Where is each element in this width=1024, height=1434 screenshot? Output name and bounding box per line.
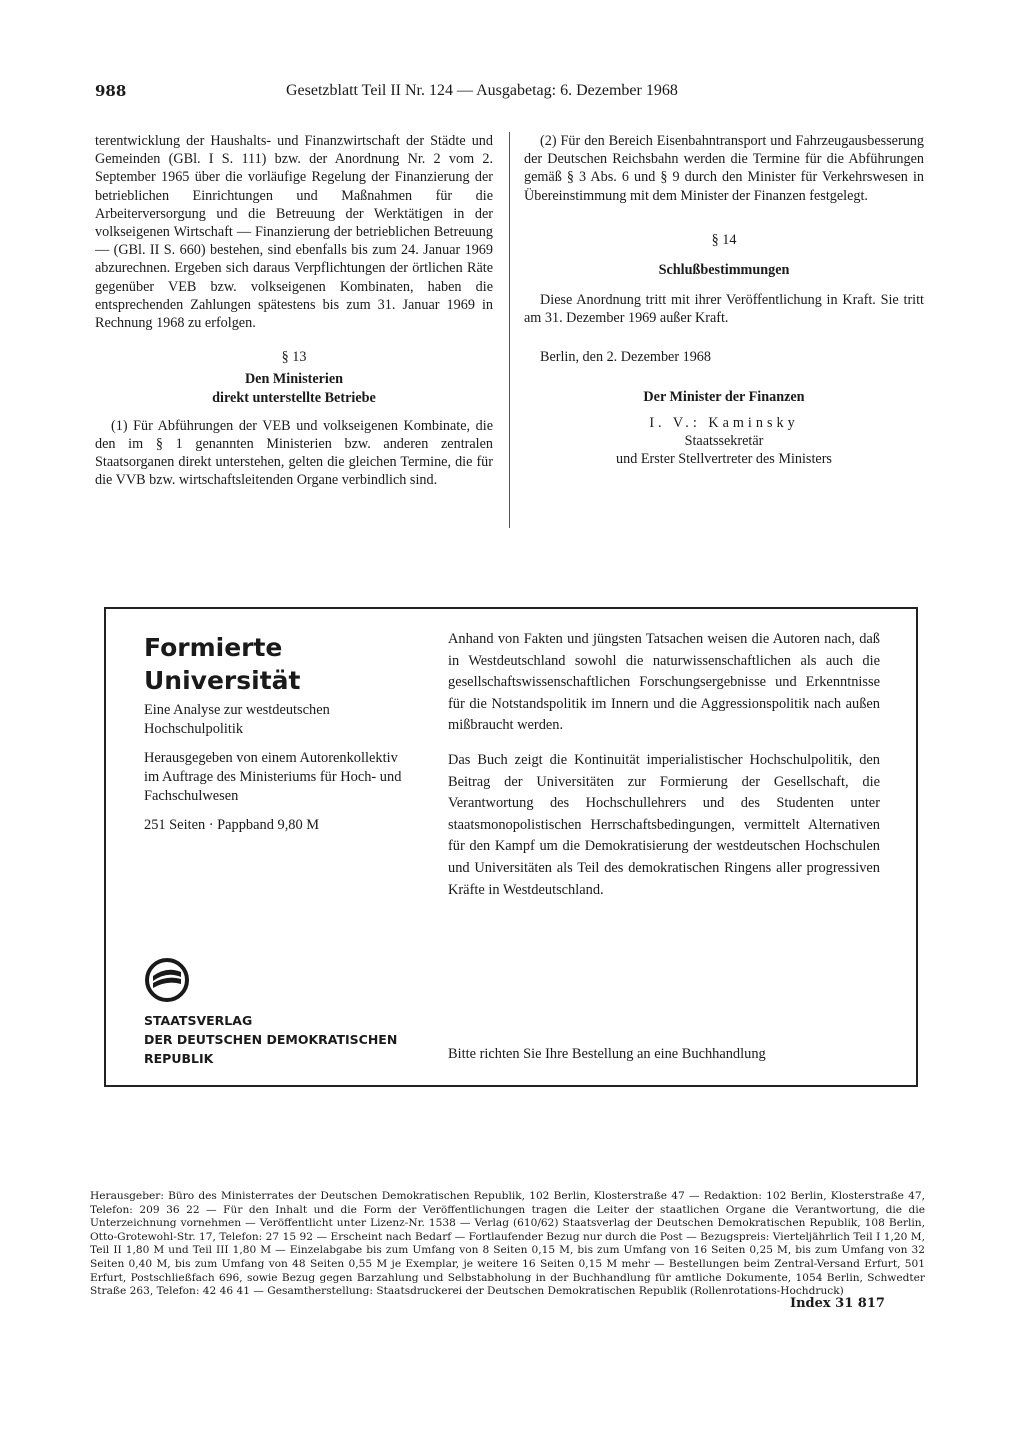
section-14-number: § 14 [711, 231, 737, 248]
section-14-heading: Schlußbestimmungen [658, 262, 790, 279]
ad-title-line2: Universität [144, 666, 301, 695]
ad-description-2: Das Buch zeigt die Kontinuität imperialistischer Hochschulpolitik, den Beitrag der Universitäten zur Formierung der Gesellschaft, die Verantwortung des Hochschullehrers und des Studenten unter staatsmonopolistischen Herrschaftsbedingungen, vermittelt Alternativen für den Kampf um die Demokratisierung der westdeutschen Hochschulen und Universitäten als Teil des demokratischen Ringens aller progressiven Kräfte in Westdeutschland. [448, 751, 880, 898]
signer-role-2: und Erster Stellvertreter des Ministers [616, 451, 832, 468]
section-14-paragraph: Diese Anordnung tritt mit ihrer Veröffentlichung in Kraft. Sie tritt am 31. Dezember 1969 außer Kraft. [524, 292, 924, 327]
signer-title: Der Minister der Finanzen [643, 388, 805, 405]
ad-title-line1: Formierte [144, 633, 283, 662]
running-title: Gesetzblatt Teil II Nr. 124 — Ausgabetag: 6. Dezember 1968 [286, 82, 678, 99]
imprint-footer: Herausgeber: Büro des Ministerrates der Deutschen Demokratischen Republik, 102 Berlin, Klosterstraße 47 — Redaktion: 102 Berlin, Klosterstraße 47, Telefon: 209 36 22 — Für den Inhalt und die Form der Veröffentlichungen tragen die Leiter der staatlichen Organe die Verantwortung, die die Unterzeichnung vornehmen — Veröffentlicht unter Lizenz-Nr. 1538 — Verlag (610/62) Staatsverlag der Deutschen Demokratischen Republik, 108 Berlin, Otto-Grotewohl-Str. 17, Telefon: 27 15 92 — Erscheint nach Bedarf — Fortlaufender Bezug nur durch die Post — Bezugspreis: Vierteljährlich Teil I 1,20 M, Teil II 1,80 M und Teil III 1,80 M — Einzelabgabe bis zum Umfang von 8 Seiten 0,15 M, bis zum Umfang von 16 Seiten 0,25 M, bis zum Umfang von 32 Seiten 0,40 M, bis zum Umfang von 48 Seiten 0,55 M je Exemplar, je weitere 16 Seiten 0,15 M mehr — Bestellungen beim Zentral-Versand Erfurt, 501 Erfurt, Postschließfach 696, sowie Bezug gegen Barzahlung und Selbstabholung in der Buchhandlung für amtliche Dokumente, 1054 Berlin, Schwedter Straße 263, Telefon: 42 46 41 — Gesamtherstellung: Staatsdruckerei der Deutschen Demokratischen Republik (Rollenrotations-Hochdruck) [90, 1190, 925, 1298]
ad-book-info [144, 701, 410, 835]
section-13-heading [95, 370, 493, 406]
section-13-number: § 13 [281, 349, 307, 366]
ad-publisher [144, 1011, 397, 1068]
ad-details: 251 Seiten · Pappband 9,80 M [144, 817, 320, 833]
ad-subtitle: Eine Analyse zur westdeutschen Hochschulpolitik [144, 702, 330, 737]
left-column [95, 132, 493, 490]
ad-publisher-line3: REPUBLIK [144, 1051, 214, 1066]
page-header [95, 82, 925, 104]
ad-description-1: Anhand von Fakten und jüngsten Tatsachen weisen die Autoren nach, daß in Westdeutschland sowohl die naturwissenschaftlichen als auch die gesellschaftswissenschaftlichen Forschungsergebnisse und Erkenntnisse für die Notstandspolitik im Innern und die Aggressionspolitik nach außen mißbraucht werden. [448, 631, 880, 734]
page-number: 988 [95, 82, 127, 100]
book-advertisement [104, 607, 918, 1087]
signer-role-1: Staatssekretär [684, 433, 764, 450]
column-divider [509, 132, 510, 528]
ad-order-note: Bitte richten Sie Ihre Bestellung an eine Buchhandlung [448, 1046, 766, 1062]
section-13-paragraph-1: (1) Für Abführungen der VEB und volkseigenen Kombinate, die den im § 1 genannten Ministerien bzw. anderen zentralen Staatsorganen direkt unterstehen, gelten die gleichen Termine, die für die VVB bzw. wirtschaftsleitenden Organe verbindlich sind. [95, 417, 493, 489]
ad-publisher-line1: STAATSVERLAG [144, 1013, 253, 1028]
ad-editors: Herausgegeben von einem Autorenkollektiv im Auftrage des Ministeriums für Hoch- und Fachschulwesen [144, 750, 402, 804]
section-13-heading-line1: Den Ministerien [244, 371, 344, 388]
ad-publisher-line2: DER DEUTSCHEN DEMOKRATISCHEN [144, 1032, 398, 1047]
continuation-paragraph: terentwicklung der Haushalts- und Finanzwirtschaft der Städte und Gemeinden (GBl. I S. 111) bzw. der Anordnung Nr. 2 vom 2. September 1965 über die vorläufige Regelung der Finanzierung der betrieblichen Einrichtungen und Maßnahmen für die Arbeiterversorgung und die Betreuung der Werktätigen in der volkseigenen Wirtschaft — Finanzierung der betrieblichen Betreuung — (GBl. II S. 660) bestehen, sind ebenfalls bis zum 24. Januar 1969 abzurechnen. Ergeben sich daraus Verpflichtungen der örtlichen Räte gegenüber VEB bzw. volkseigenen Kombinaten, haben die entsprechenden Zahlungen spätestens bis zum 31. Januar 1969 in Rechnung 1968 zu erfolgen. [95, 133, 493, 332]
signer-name: I. V.: Kaminsky [649, 415, 799, 432]
index-number: Index 31 817 [790, 1296, 885, 1311]
place-date: Berlin, den 2. Dezember 1968 [540, 348, 711, 365]
section-13-heading-line2: direkt unterstellte Betriebe [212, 389, 376, 406]
staatsverlag-logo-icon [144, 957, 190, 1003]
ad-description [448, 629, 880, 901]
signature-block [524, 388, 924, 469]
section-13-paragraph-2: (2) Für den Bereich Eisenbahntransport und Fahrzeugausbesserung der Deutschen Reichsbahn werden die Termine für die Abführungen gemäß § 3 Abs. 6 und § 9 durch den Minister für Verkehrswesen in Übereinstimmung mit dem Minister der Finanzen festgelegt. [524, 133, 924, 204]
right-column [524, 132, 924, 469]
ad-title [144, 631, 300, 697]
